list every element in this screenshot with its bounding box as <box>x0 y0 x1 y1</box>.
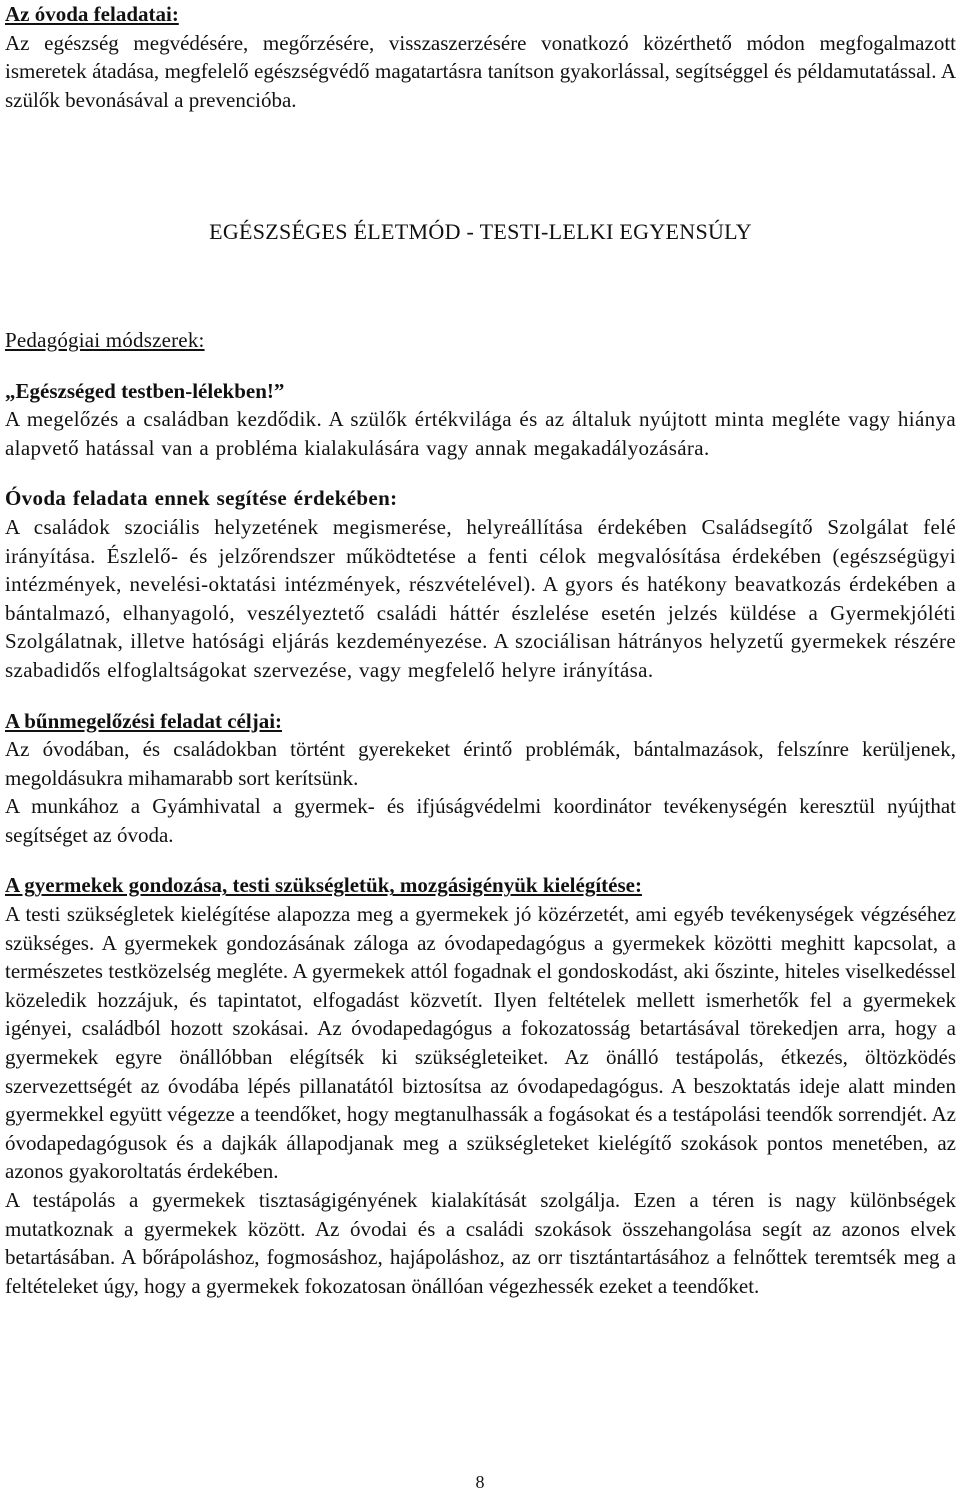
paragraph: A családok szociális helyzetének megismerése, helyreállítása érdekében Családsegítő Szolgálat felé irányítása. Észlelő- és jelzőrendszer működtetése a fenti célok megvalósítása érdekében (egészségügyi intézmények, nevelési-oktatási intézmények, részvételével). A gyors és hatékony beavatkozás érdekében a bántalmazó, elhanyagoló, veszélyeztető családi háttér észlelése esetén jelzés küldése a Gyermekjóléti Szolgálatnak, illetve hatósági eljárás kezdeményezése. A szociálisan hátrányos helyzetű gyermekek részére szabadidős elfoglaltságokat szervezése, vagy megfelelő helyre irányítása. <box>5 514 956 682</box>
section-heading: Pedagógiai módszerek: <box>5 327 205 352</box>
section-crime-prevention <box>5 707 956 850</box>
section-pedagogical-methods <box>5 326 956 462</box>
paragraph: Az óvodában, és családokban történt gyerekeket érintő problémák, bántalmazások, felszínre kerüljenek, megoldásukra mihamarabb sort kerítsünk. <box>5 737 956 790</box>
quote-title: „Egészséged testben-lélekben!” <box>5 378 285 403</box>
paragraph: A megelőzés a családban kezdődik. A szülők értékvilága és az általuk nyújtott minta megléte vagy hiánya alapvető hatással van a probléma kialakulására vagy annak megakadályozására. <box>5 407 956 460</box>
section-child-care <box>5 871 956 1300</box>
main-title: EGÉSZSÉGES ÉLETMÓD - TESTI-LELKI EGYENSÚLY <box>209 219 752 245</box>
paragraph: A munkához a Gyámhivatal a gyermek- és ifjúságvédelmi koordinátor tevékenységén keresztül nyújthat segítséget az óvoda. <box>5 794 956 847</box>
paragraph: A testápolás a gyermekek tisztaságigényének kialakítását szolgálja. Ezen a téren is nagy különbségek mutatkoznak a gyermekek között. Az óvodai és a családi szokások összehangolása segít az azonos elvek betartásában. A bőrápoláshoz, fogmosáshoz, hajápoláshoz, az orr tisztántartásához a felnőttek teremtsék meg a feltételeket úgy, hogy a gyermekek fokozatosan önállóan végezhessék ezeket a teendőket. <box>5 1188 956 1298</box>
page-number: 8 <box>475 1472 485 1492</box>
paragraph: Az egészség megvédésére, megőrzésére, visszaszerzésére vonatkozó közérthető módon megfogalmazott ismeretek átadása, megfelelő egészségvédő magatartásra tanítson gyakorlással, segítséggel és példamutatással. A szülők bevonásával a prevencióba. <box>5 30 956 112</box>
section-heading: Óvoda feladata ennek segítése érdekében: <box>5 486 398 511</box>
section-heading: A gyermekek gondozása, testi szükségletük, mozgásigényük kielégítése: <box>5 873 642 898</box>
section-heading: Az óvoda feladatai: <box>5 2 179 26</box>
section-kindergarten-task <box>5 484 956 684</box>
section-kindergarten-duties <box>5 0 956 114</box>
section-heading: A bűnmegelőzési feladat céljai: <box>5 708 283 733</box>
paragraph: A testi szükségletek kielégítése alapozza meg a gyermekek jó közérzetét, ami egyéb tevékenységek végzéséhez szükséges. A gyermekek gondozásának záloga az óvodapedagógus a gyermekek közötti meghitt kapcsolat, a természetes testközelség megléte. A gyermekek attól fogadnak el gondoskodást, aki őszinte, hiteles viselkedéssel közeledik hozzájuk, és tapintatot, elfogadást közvetít. Ilyen feltételek mellett ismerhetők fel a gyermekek igényei, családból hozott szokásai. Az óvodapedagógus a fokozatosság betartásával törekedjen arra, hogy a gyermekek egyre önállóbban elégítsék ki szükségleteiket. Az önálló testápolás, étkezés, öltözködés szervezettségét az óvodába lépés pillanatától biztosítsa az óvodapedagógus. A beszoktatás ideje alatt minden gyermekkel együtt végezze a teendőket, hogy megtanulhassák a fogásokat és a testápolási teendők sorrendjét. Az óvodapedagógusok és a dajkák állapodjanak meg a szükségleteket kielégítő szokások pontos menetében, az azonos gyakoroltatás érdekében. <box>5 902 956 1184</box>
